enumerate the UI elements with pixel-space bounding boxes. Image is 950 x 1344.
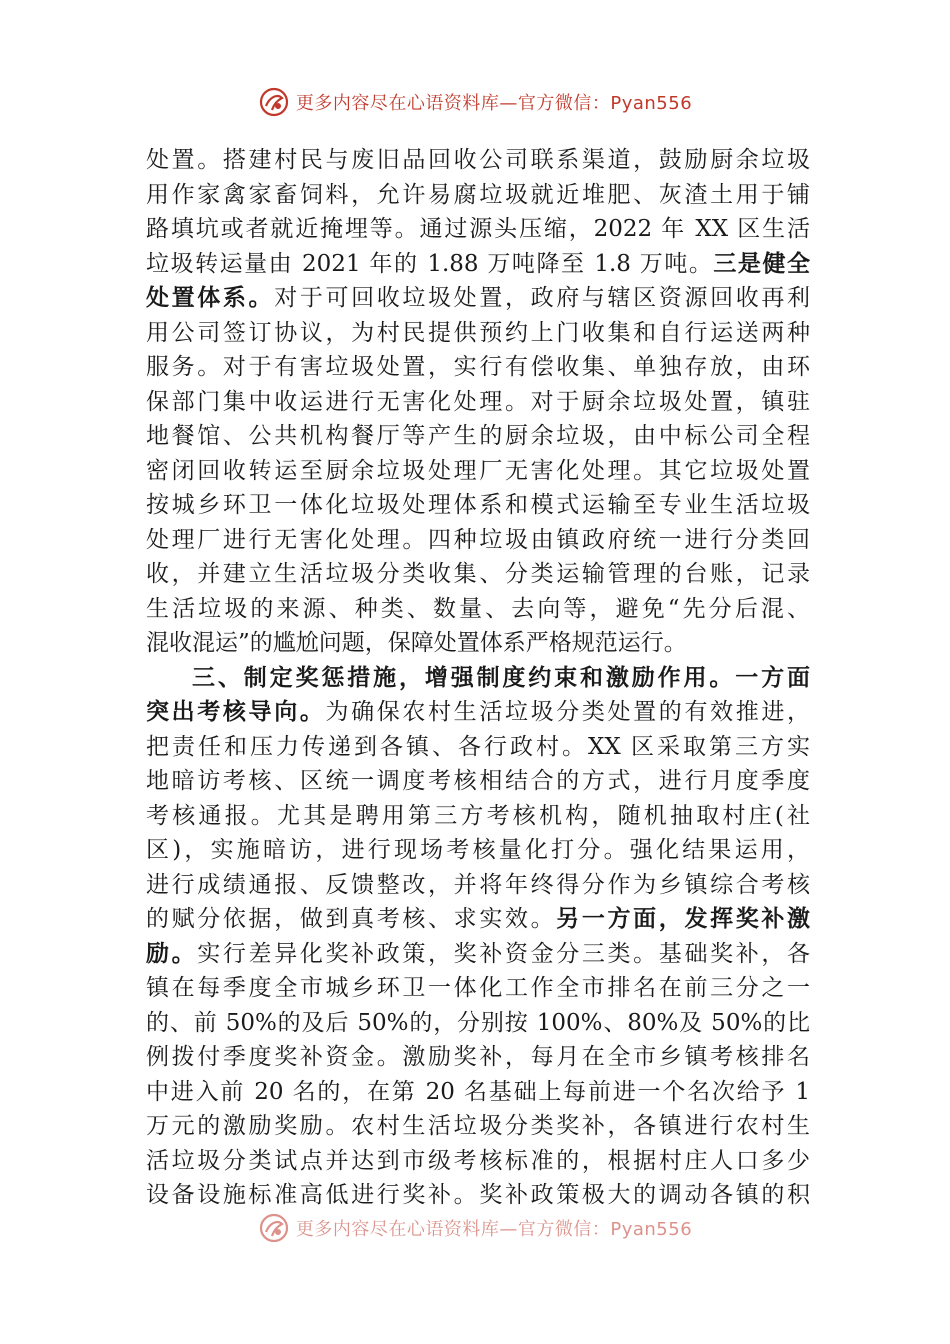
text-segment: 混收混运”的尴尬问题，保障处置体系严格规范运行。: [146, 630, 687, 656]
text-segment: 地暗访考核、区统一调度考核相结合的方式，进行月度季度: [146, 768, 810, 794]
text-line: [146, 419, 810, 454]
text-line: [146, 385, 810, 420]
text-segment: 活垃圾分类试点并达到市级考核标准的，根据村庄人口多少: [146, 1147, 810, 1174]
bold-text-segment: 三是健全: [713, 249, 810, 277]
watermark-footer: [0, 1212, 950, 1244]
text-segment: 生活垃圾的来源、种类、数量、去向等，避免“先分后混、: [146, 595, 810, 622]
watermark-text: 更多内容尽在心语资料库—官方微信：Pyan556: [295, 1219, 693, 1240]
text-segment: 万元的激励奖励。农村生活垃圾分类奖补，各镇进行农村生: [146, 1113, 810, 1139]
text-line: [146, 523, 810, 558]
text-segment: 的、前 50%的及后 50%的，分别按 100%、80%及 50%的比: [146, 1009, 810, 1036]
text-segment: 的赋分依据，做到真考核、求实效。: [146, 906, 557, 932]
text-segment: 收，并建立生活垃圾分类收集、分类运输管理的台账，记录: [146, 561, 810, 587]
text-segment: 路填坑或者就近掩埋等。通过源头压缩，2022 年 XX 区生活: [146, 216, 810, 242]
text-line: [146, 1075, 810, 1110]
text-segment: 处置。搭建村民与废旧品回收公司联系渠道，鼓励厨余垃圾: [146, 147, 810, 173]
text-line: [146, 454, 810, 489]
watermark-text: 更多内容尽在心语资料库—官方微信：Pyan556: [295, 93, 693, 114]
text-line: [146, 557, 810, 592]
text-line: [146, 868, 810, 903]
text-line: [146, 833, 810, 868]
text-segment: 处理厂进行无害化处理。四种垃圾由镇政府统一进行分类回: [146, 526, 810, 553]
text-line: [146, 1040, 810, 1075]
document-body: [146, 143, 810, 1213]
text-segment: 镇在每季度全市城乡环卫一体化工作全市排名在前三分之一: [146, 975, 810, 1001]
text-line: [146, 1144, 810, 1179]
text-segment: 把责任和压力传递到各镇、各行政村。XX 区采取第三方实: [146, 733, 810, 760]
brand-logo-icon: [258, 86, 290, 118]
text-line: [146, 488, 810, 523]
text-segment: 中进入前 20 名的，在第 20 名基础上每前进一个名次给予 1: [146, 1078, 810, 1105]
text-line: [146, 730, 810, 765]
text-segment: 用公司签订协议，为村民提供预约上门收集和自行运送两种: [146, 319, 810, 346]
text-line: [146, 902, 810, 937]
text-segment: 对于可回收垃圾处置，政府与辖区资源回收再利: [274, 285, 811, 311]
bold-text-segment: 突出考核导向。: [146, 698, 326, 725]
bold-text-segment: 另一方面，发挥奖补激: [556, 905, 811, 932]
text-line: [146, 799, 810, 834]
text-line: [146, 350, 810, 385]
text-line: [146, 143, 810, 178]
text-segment: 考核通报。尤其是聘用第三方考核机构，随机抽取村庄(社: [146, 802, 810, 829]
text-segment: 例拨付季度奖补资金。激励奖补，每月在全市乡镇考核排名: [146, 1044, 810, 1070]
text-line: [146, 1178, 810, 1213]
text-segment: 区)，实施暗访，进行现场考核量化打分。强化结果运用，: [146, 837, 810, 863]
text-segment: 垃圾转运量由 2021 年的 1.88 万吨降至 1.8 万吨。: [146, 250, 714, 277]
text-line: [146, 695, 810, 730]
text-line: [146, 1109, 810, 1144]
text-segment: 保部门集中收运进行无害化处理。对于厨余垃圾处置，镇驻: [146, 388, 810, 415]
watermark-header: [0, 86, 950, 118]
text-segment: 地餐馆、公共机构餐厅等产生的厨余垃圾，由中标公司全程: [146, 423, 810, 449]
text-segment: 密闭回收转运至厨余垃圾处理厂无害化处理。其它垃圾处置: [146, 457, 810, 484]
bold-text-segment: 处置体系。: [146, 284, 275, 311]
text-line: [146, 212, 810, 247]
text-line: [146, 626, 810, 661]
text-line: [146, 178, 810, 213]
text-segment: 设备设施标准高低进行奖补。奖补政策极大的调动各镇的积: [146, 1182, 810, 1208]
text-line: [146, 316, 810, 351]
text-segment: 按城乡环卫一体化垃圾处理体系和模式运输至专业生活垃圾: [146, 492, 810, 518]
text-segment: 用作家禽家畜饲料，允许易腐垃圾就近堆肥、灰渣土用于铺: [146, 181, 810, 208]
bold-text-segment: 三、制定奖惩措施，增强制度约束和激励作用。一方面: [192, 663, 810, 691]
text-segment: 为确保农村生活垃圾分类处置的有效推进，: [325, 699, 811, 725]
text-line: [146, 281, 810, 316]
text-line: [146, 937, 810, 972]
bold-text-segment: 励。: [146, 939, 198, 967]
text-line: [146, 592, 810, 627]
text-line: [146, 764, 810, 799]
text-line: [146, 971, 810, 1006]
text-segment: 实行差异化奖补政策，奖补资金分三类。基础奖补，各: [197, 940, 811, 967]
text-line: [146, 247, 810, 282]
text-line: [146, 661, 810, 696]
text-segment: 进行成绩通报、反馈整改，并将年终得分作为乡镇综合考核: [146, 871, 810, 898]
text-segment: 服务。对于有害垃圾处置，实行有偿收集、单独存放，由环: [146, 354, 810, 380]
brand-logo-icon: [258, 1212, 290, 1244]
text-line: [146, 1006, 810, 1041]
